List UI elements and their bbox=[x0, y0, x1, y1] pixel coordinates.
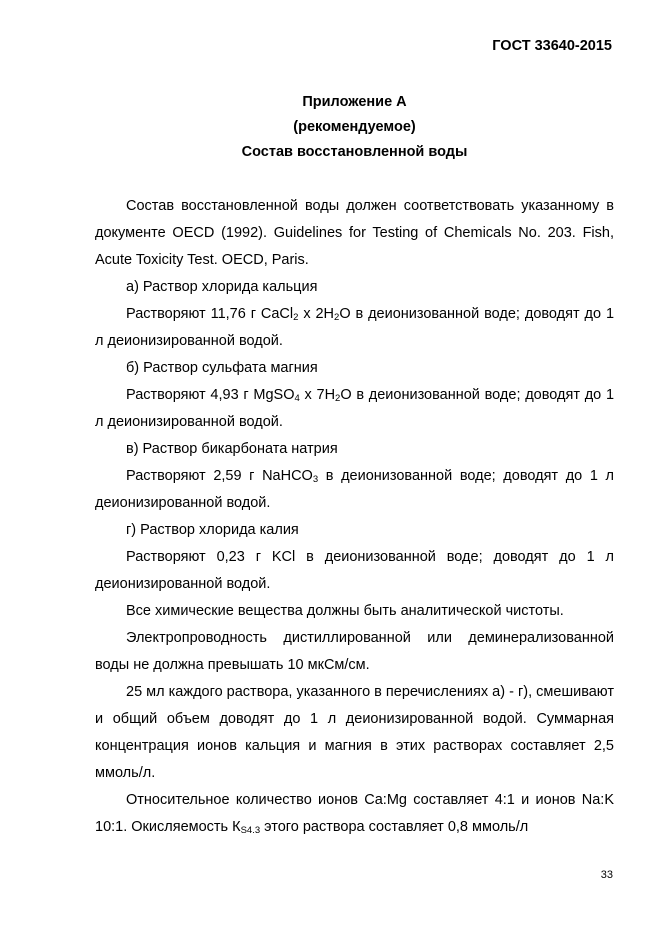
section-d-heading: г) Раствор хлорида калия bbox=[126, 522, 299, 538]
subscript: 2 bbox=[335, 393, 341, 404]
section-c-text-part: в деионизованной воде; доводят до 1 л деионизированной водой. bbox=[95, 468, 614, 511]
section-b-text-part: х 7H bbox=[299, 387, 336, 403]
section-b-text-part: Растворяют 4,93 г MgSO bbox=[126, 387, 295, 403]
section-c-text-part: Растворяют 2,59 г NaHCO bbox=[126, 468, 313, 484]
mixing-paragraph: 25 мл каждого раствора, указанного в перечислениях а) - г), смешивают и общий объем доводят до 1 л деионизированной водой. Суммарная концентрация ионов кальция и магния в этих растворах составляет 2,5 ммоль/л. bbox=[95, 684, 614, 781]
section-b-heading: б) Раствор сульфата магния bbox=[126, 360, 318, 376]
section-a-text-part: Растворяют 11,76 г CaCl bbox=[126, 306, 294, 322]
appendix-title-block bbox=[95, 90, 614, 165]
section-a-text-part: х 2H bbox=[298, 306, 335, 322]
intro-paragraph: Состав восстановленной воды должен соответствовать указанному в документе OECD (1992). Guidelines for Testing of Chemicals No. 203. Fish, Acute Toxicity Test. OECD, Paris. bbox=[95, 198, 614, 268]
page-number: 33 bbox=[600, 869, 613, 881]
section-b-text-part: O в деионизованной воде; доводят до 1 л деионизированной водой. bbox=[95, 387, 615, 430]
section-d-text: Растворяют 0,23 г KCl в деионизованной воде; доводят до 1 л деионизированной водой. bbox=[95, 549, 614, 592]
conductivity-paragraph: Электропроводность дистиллированной или деминерализованной воды не должна превышать 10 мкСм/см. bbox=[95, 630, 614, 673]
section-c-text bbox=[95, 463, 614, 517]
purity-paragraph: Все химические вещества должны быть аналитической чистоты. bbox=[126, 603, 564, 619]
document-body bbox=[95, 193, 614, 841]
subscript: 2 bbox=[334, 312, 340, 323]
section-b-text bbox=[95, 382, 614, 436]
section-a-text-part: O в деионизованной воде; доводят до 1 л деионизированной водой. bbox=[95, 306, 615, 349]
subscript: 3 bbox=[312, 474, 319, 485]
appendix-subject: Состав восстановленной воды bbox=[241, 144, 468, 160]
ratio-paragraph bbox=[95, 787, 614, 841]
appendix-status: (рекомендуемое) bbox=[293, 119, 416, 135]
ratio-text-part: этого раствора составляет 0,8 ммоль/л bbox=[260, 819, 529, 835]
section-a-text bbox=[95, 301, 614, 355]
subscript: S4.3 bbox=[240, 825, 261, 836]
section-c-heading: в) Раствор бикарбоната натрия bbox=[126, 441, 338, 457]
section-a-heading: а) Раствор хлорида кальция bbox=[126, 279, 318, 295]
appendix-title: Приложение А bbox=[302, 94, 407, 110]
standard-header: ГОСТ 33640-2015 bbox=[492, 38, 612, 54]
subscript: 4 bbox=[294, 393, 300, 404]
ratio-text-part: Относительное количество ионов Ca:Mg составляет 4:1 и ионов Na:K 10:1. Окисляемость К bbox=[95, 792, 614, 835]
subscript: 2 bbox=[293, 312, 299, 323]
